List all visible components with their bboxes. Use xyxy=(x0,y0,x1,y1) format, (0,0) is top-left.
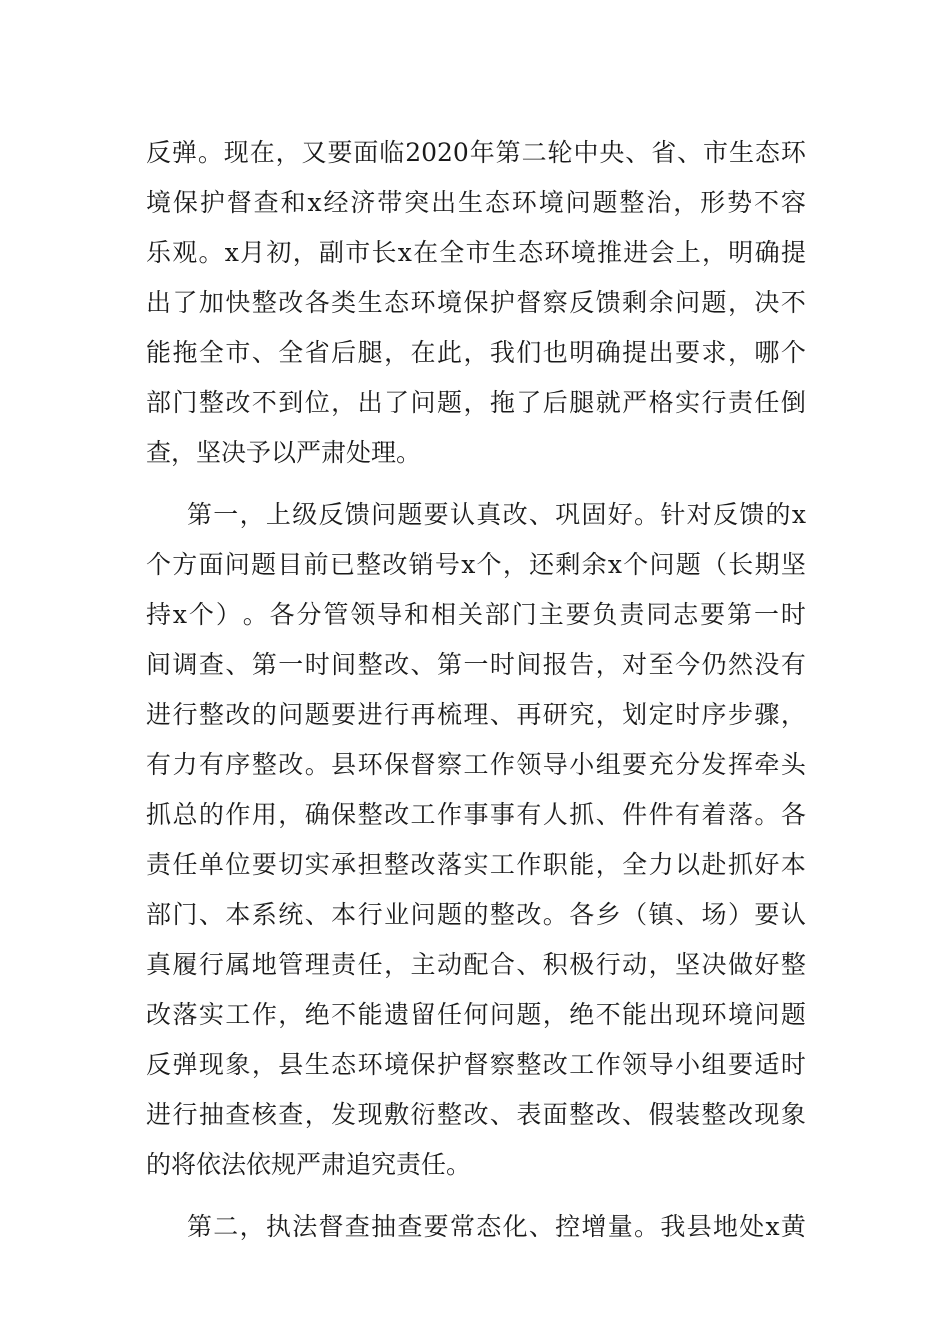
text-line: 反 弹 。 现 在 ， 又 要 面 临 2020 年 第 二 轮 中 央 、 省 、 市 生 态 环 xyxy=(146,138,806,167)
text-line: 有 力 有 序 整 改 。 县 环 保 督 察 工 作 领 导 小 组 要 充 分 发 挥 牵 头 xyxy=(146,750,806,779)
text-line: 反 弹 现 象 ， 县 生 态 环 境 保 护 督 察 整 改 工 作 领 导 小 组 要 适 时 xyxy=(146,1050,806,1079)
text-line: 抓 总 的 作 用 ， 确 保 整 改 工 作 事 事 有 人 抓 、 件 件 有 着 落 。 各 xyxy=(146,800,806,829)
text-line: 第 二 ， 执 法 督 查 抽 查 要 常 态 化 、 控 增 量 。 我 县 地 处 x 黄 xyxy=(187,1212,806,1241)
text-line: 真 履 行 属 地 管 理 责 任 ， 主 动 配 合 、 积 极 行 动 ， 坚 决 做 好 整 xyxy=(146,950,806,979)
text-line: 改 落 实 工 作 ， 绝 不 能 遗 留 任 何 问 题 ， 绝 不 能 出 现 环 境 问 题 xyxy=(146,1000,806,1029)
text-line: 责 任 单 位 要 切 实 承 担 整 改 落 实 工 作 职 能 ， 全 力 以 赴 抓 好 本 xyxy=(146,850,806,879)
text-line: 的将依法依规严肃追究责任。 xyxy=(146,1150,472,1179)
document-body xyxy=(146,128,806,1252)
text-line: 部 门 、 本 系 统 、 本 行 业 问 题 的 整 改 。 各 乡 （ 镇 、 场 ） 要 认 xyxy=(146,900,806,929)
text-line: 第 一 ， 上 级 反 馈 问 题 要 认 真 改 、 巩 固 好 。 针 对 反 馈 的 x xyxy=(187,500,806,529)
text-line: 持 x 个 ） 。 各 分 管 领 导 和 相 关 部 门 主 要 负 责 同 志 要 第 一 时 xyxy=(146,600,806,629)
text-line: 乐 观 。 x 月 初 ， 副 市 长 x 在 全 市 生 态 环 境 推 进 会 上 ， 明 确 提 xyxy=(146,238,806,267)
text-line: 出 了 加 快 整 改 各 类 生 态 环 境 保 护 督 察 反 馈 剩 余 问 题 ， 决 不 xyxy=(146,288,806,317)
text-line: 境 保 护 督 查 和 x 经 济 带 突 出 生 态 环 境 问 题 整 治 ， 形 势 不 容 xyxy=(146,188,806,217)
text-line: 部 门 整 改 不 到 位 ， 出 了 问 题 ， 拖 了 后 腿 就 严 格 实 行 责 任 倒 xyxy=(146,388,806,417)
text-line: 个 方 面 问 题 目 前 已 整 改 销 号 x 个 ， 还 剩 余 x 个 问 题 （ 长 期 坚 xyxy=(146,550,806,579)
text-line: 能 拖 全 市 、 全 省 后 腿 ， 在 此 ， 我 们 也 明 确 提 出 要 求 ， 哪 个 xyxy=(146,338,806,367)
text-line: 进 行 抽 查 核 查 ， 发 现 敷 衍 整 改 、 表 面 整 改 、 假 装 整 改 现 象 xyxy=(146,1100,806,1129)
text-line: 查，坚决予以严肃处理。 xyxy=(146,438,422,467)
text-line: 进 行 整 改 的 问 题 要 进 行 再 梳 理 、 再 研 究 ， 划 定 时 序 步 骤 ， xyxy=(146,700,806,729)
text-line: 间 调 查 、 第 一 时 间 整 改 、 第 一 时 间 报 告 ， 对 至 今 仍 然 没 有 xyxy=(146,650,806,679)
